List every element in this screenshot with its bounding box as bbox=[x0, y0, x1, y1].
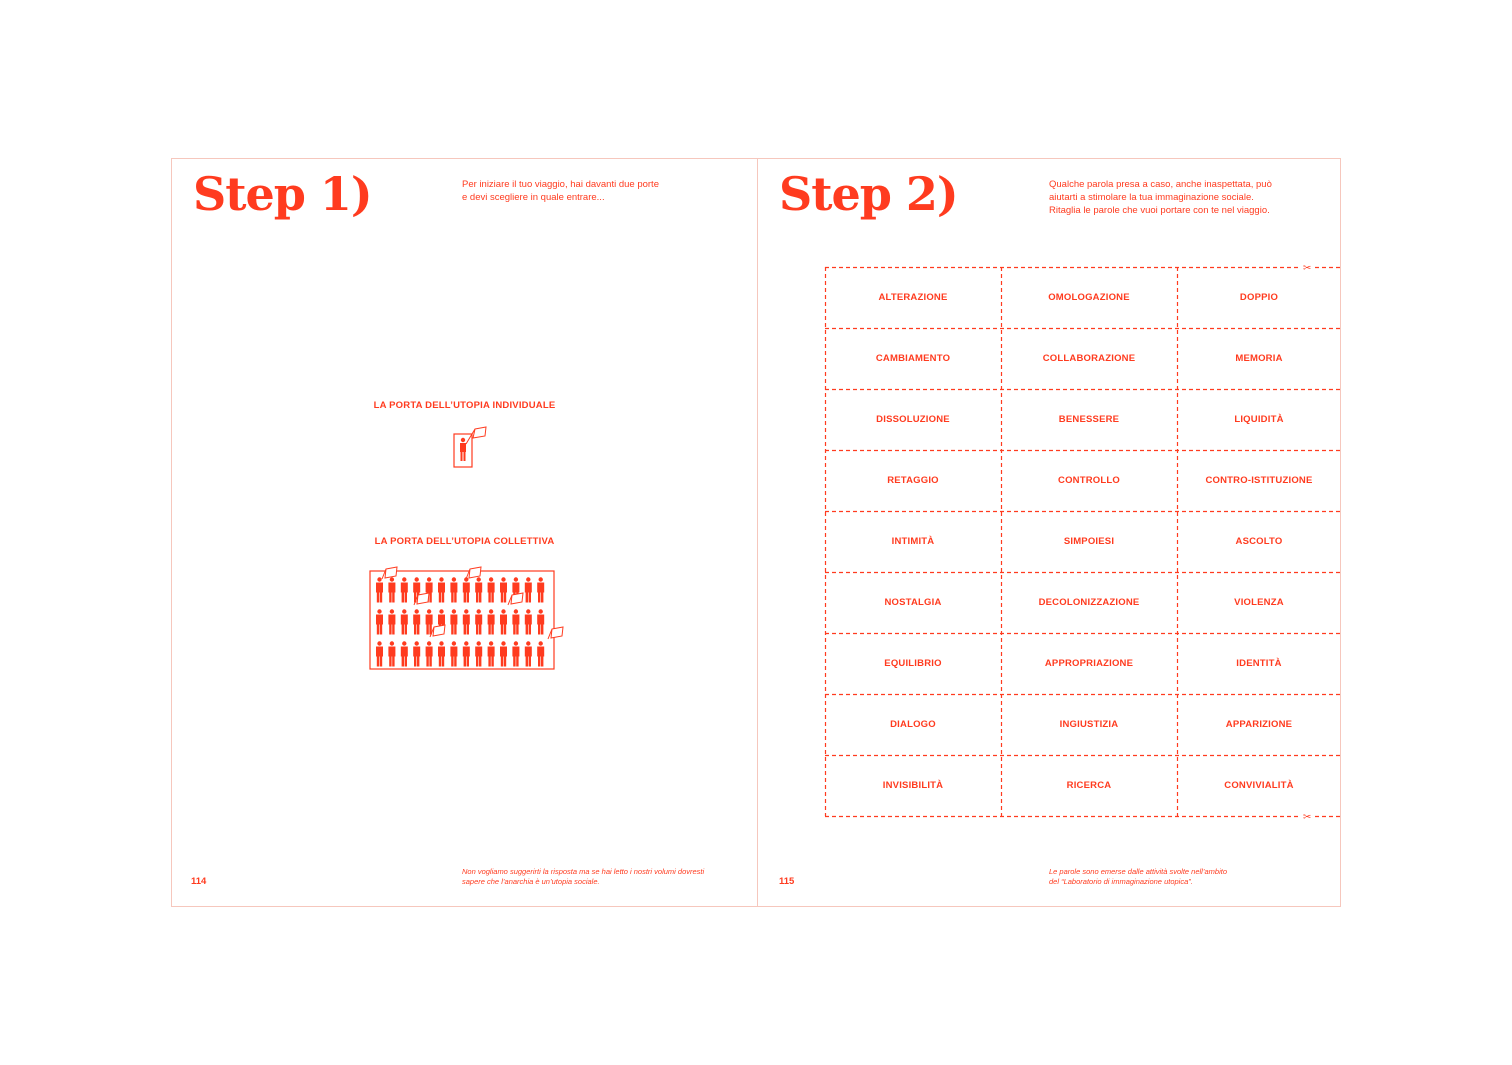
person-icon bbox=[525, 641, 532, 666]
person-icon bbox=[537, 641, 544, 666]
person-icon bbox=[401, 577, 408, 602]
step-2-intro bbox=[1049, 178, 1299, 217]
word-card: LIQUIDITÀ bbox=[1234, 414, 1284, 425]
word-card: DECOLONIZZAZIONE bbox=[1038, 597, 1140, 608]
person-icon bbox=[537, 577, 544, 602]
word-card: APPROPRIAZIONE bbox=[1044, 658, 1134, 669]
word-card: RICERCA bbox=[1066, 780, 1112, 791]
person-icon bbox=[463, 577, 470, 602]
person-icon bbox=[450, 641, 457, 666]
flag-icon bbox=[551, 627, 563, 638]
word-card: MEMORIA bbox=[1235, 353, 1283, 364]
book-spread bbox=[171, 158, 1341, 907]
word-card: EQUILIBRIO bbox=[884, 658, 942, 669]
door-collective-label: LA PORTA DELL’UTOPIA COLLETTIVA bbox=[374, 536, 555, 547]
word-card: INVISIBILITÀ bbox=[882, 780, 944, 791]
word-card: APPARIZIONE bbox=[1225, 719, 1293, 730]
step-1-intro bbox=[462, 178, 712, 204]
person-icon bbox=[525, 609, 532, 634]
flag-icon bbox=[511, 593, 523, 604]
person-icon bbox=[426, 609, 433, 634]
footnote-line: Non vogliamo suggerirti la risposta ma se hai letto i nostri volumi dovresti bbox=[462, 867, 705, 876]
intro-line: aiutarti a stimolare la tua immaginazione sociale. bbox=[1049, 192, 1254, 203]
person-icon bbox=[475, 641, 482, 666]
footnote-line: Le parole sono emerse dalle attività svolte nell’ambito bbox=[1049, 867, 1228, 876]
person-icon bbox=[401, 609, 408, 634]
word-card: COLLABORAZIONE bbox=[1042, 353, 1136, 364]
word-card: CONTRO-ISTITUZIONE bbox=[1205, 475, 1313, 486]
word-card: DOPPIO bbox=[1239, 292, 1279, 303]
person-icon bbox=[463, 609, 470, 634]
person-icon bbox=[463, 641, 470, 666]
word-card: CAMBIAMENTO bbox=[875, 353, 951, 364]
footnote bbox=[1049, 867, 1329, 887]
word-card: RETAGGIO bbox=[887, 475, 939, 486]
word-card: DIALOGO bbox=[890, 719, 936, 730]
person-icon bbox=[450, 609, 457, 634]
person-icon bbox=[376, 609, 383, 634]
person-icon bbox=[401, 641, 408, 666]
word-card: NOSTALGIA bbox=[884, 597, 942, 608]
flag-icon bbox=[433, 625, 445, 636]
flag-icon bbox=[417, 593, 429, 604]
intro-line: Ritaglia le parole che vuoi portare con te nel viaggio. bbox=[1049, 205, 1270, 216]
footnote-line: sapere che l’anarchia è un’utopia sociale. bbox=[462, 877, 600, 886]
word-card: BENESSERE bbox=[1058, 414, 1120, 425]
person-icon bbox=[488, 641, 495, 666]
person-icon bbox=[388, 641, 395, 666]
person-icon bbox=[500, 641, 507, 666]
intro-line: Per iniziare il tuo viaggio, hai davanti due porte bbox=[462, 179, 659, 190]
person-icon bbox=[388, 577, 395, 602]
page-number: 115 bbox=[779, 876, 795, 887]
person-icon bbox=[413, 609, 420, 634]
step-1-title: Step 1) bbox=[193, 167, 372, 221]
person-icon bbox=[525, 577, 532, 602]
word-card: SIMPOIESI bbox=[1063, 536, 1115, 547]
person-icon bbox=[488, 577, 495, 602]
word-card: INGIUSTIZIA bbox=[1059, 719, 1119, 730]
person-icon bbox=[512, 641, 519, 666]
word-card: DISSOLUZIONE bbox=[876, 414, 950, 425]
person-icon bbox=[438, 641, 445, 666]
intro-line: Qualche parola presa a caso, anche inaspettata, può bbox=[1049, 179, 1272, 190]
step-2-title: Step 2) bbox=[779, 167, 958, 221]
single-person-door-icon bbox=[451, 425, 491, 476]
word-card: ALTERAZIONE bbox=[878, 292, 948, 303]
flag-icon bbox=[469, 567, 481, 578]
person-icon bbox=[438, 577, 445, 602]
word-card: INTIMITÀ bbox=[891, 536, 935, 547]
right-page bbox=[757, 159, 1340, 906]
person-icon bbox=[426, 641, 433, 666]
word-card: CONTROLLO bbox=[1058, 475, 1120, 486]
crowd-door-icon bbox=[368, 563, 568, 680]
page-number: 114 bbox=[191, 876, 207, 887]
cut-out-word-grid bbox=[825, 263, 1341, 823]
person-icon bbox=[388, 609, 395, 634]
word-card: IDENTITÀ bbox=[1236, 658, 1282, 669]
person-icon bbox=[500, 609, 507, 634]
person-icon bbox=[376, 577, 383, 602]
scissors-icon: ✂ bbox=[1303, 263, 1312, 274]
word-card: OMOLOGAZIONE bbox=[1048, 292, 1130, 303]
left-page bbox=[172, 159, 758, 906]
person-icon bbox=[475, 609, 482, 634]
person-icon bbox=[376, 641, 383, 666]
person-icon bbox=[475, 577, 482, 602]
word-card: CONVIVIALITÀ bbox=[1224, 780, 1294, 791]
door-individual-label: LA PORTA DELL’UTOPIA INDIVIDUALE bbox=[373, 400, 556, 411]
intro-line: e devi scegliere in quale entrare... bbox=[462, 192, 605, 203]
word-card: ASCOLTO bbox=[1235, 536, 1283, 547]
person-icon bbox=[488, 609, 495, 634]
person-icon bbox=[537, 609, 544, 634]
person-icon bbox=[413, 641, 420, 666]
flag-icon bbox=[385, 567, 397, 578]
person-icon bbox=[512, 609, 519, 634]
footnote bbox=[462, 867, 742, 887]
scissors-icon: ✂ bbox=[1303, 812, 1312, 823]
word-card: VIOLENZA bbox=[1234, 597, 1284, 608]
person-icon bbox=[500, 577, 507, 602]
person-icon bbox=[450, 577, 457, 602]
footnote-line: del “Laboratorio di immaginazione utopica”. bbox=[1049, 877, 1193, 886]
